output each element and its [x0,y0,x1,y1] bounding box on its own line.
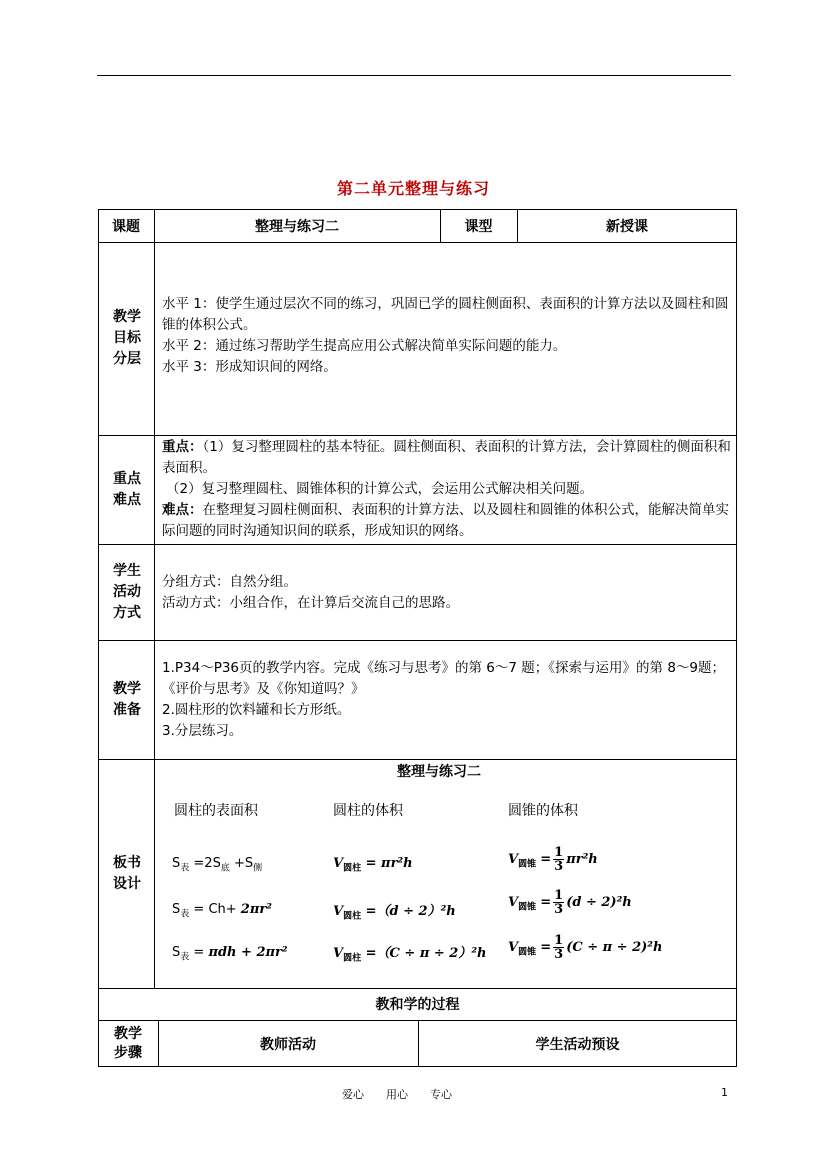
page-number: 1 [721,1086,728,1099]
key-points-content [162,437,732,542]
prep-label: 教学 准备 [113,680,141,718]
goal-level-2: 水平 2：通过练习帮助学生提高应用公式解决简单实际问题的能力。 [162,338,567,354]
key-points-label: 重点 难点 [113,470,141,508]
cylinder-volume-formula-3: $V_{圆柱} =(C \div \pi \div 2)^2h$ [333,946,487,964]
header-rule [97,75,731,76]
activity-method: 活动方式：小组合作，在计算后交流自己的思路。 [162,595,459,611]
cone-volume-formula-2: $V_{圆锥}$ = $\frac{1}{3}$ (d ÷ 2)²h [508,888,632,917]
column-divider [154,209,155,988]
board-label: 板书 设计 [113,854,141,892]
type-value: 新授课 [606,218,648,235]
difficulty-text: 在整理复习圆柱侧面积、表面积的计算方法、以及圆柱和圆锥的体积公式，能解决简单实际问题的同时沟通知识间的联系，形成知识的网络。 [162,502,729,539]
prep-item-2: 2.圆柱形的饮料罐和长方形纸。 [162,702,351,718]
footer-motto: 爱心 用心 专心 [342,1088,452,1101]
difficulty-heading: 难点： [162,502,203,518]
topic-value: 整理与练习二 [255,218,339,235]
topic-label: 课题 [112,218,140,235]
process-title: 教和学的过程 [375,997,460,1013]
board-col-surface-area: 圆柱的表面积 [174,803,258,819]
row-divider [98,544,737,545]
grouping-method: 分组方式：自然分组。 [162,574,297,590]
surface-formula-1: $S_表 =2S_底 +S_侧$ [172,856,263,874]
cylinder-volume-formula-2: $V_{圆柱} =(d \div 2)^2h$ [333,904,456,922]
row-divider [98,759,737,760]
key-point-heading: 重点： [162,439,203,455]
activity-label: 学生 活动 方式 [113,562,141,621]
document-title: 第二单元整理与练习 [336,179,490,198]
surface-formula-2: $S_表 = Ch+ 2\pi r^2$ [172,902,272,920]
steps-label: 教学 步骤 [114,1025,142,1061]
activity-content [162,572,732,614]
key-point-1: （1）复习整理圆柱的基本特征。圆柱侧面积、表面积的计算方法，会计算圆柱的侧面积和表面积。 [162,439,731,476]
row-divider [98,242,737,243]
prep-content [162,658,732,742]
board-title: 整理与练习二 [397,764,481,780]
goal-level-1: 水平 1：使学生通过层次不同的练习，巩固已学的圆柱侧面积、表面积的计算方法以及圆柱和圆锥的体积公式。 [162,296,729,333]
board-col-cone-volume: 圆锥的体积 [508,803,578,819]
cylinder-volume-formula-1: $V_{圆柱} = \pi r^2h$ [333,856,413,874]
goals-content [162,294,732,378]
teacher-activity-header: 教师活动 [260,1036,316,1053]
student-activity-header: 学生活动预设 [535,1036,620,1053]
surface-formula-3: $S_表 = \pi dh + 2\pi r^2$ [172,945,288,963]
goal-level-3: 水平 3：形成知识间的网络。 [162,359,337,375]
prep-item-3: 3.分层练习。 [162,723,243,739]
type-label: 课型 [464,218,493,235]
goals-label: 教学 目标 分层 [113,309,141,367]
prep-item-1: 1.P34～P36页的教学内容。完成《练习与思考》的第 6～7 题；《探索与运用》的第 8～9题；《评价与思考》及《你知道吗？》 [162,660,725,697]
cone-volume-formula-1: $V_{圆锥}$ = $\frac{1}{3}$ πr²h [508,845,598,874]
cone-volume-formula-3: $V_{圆锥}$ = $\frac{1}{3}$ (C ÷ π ÷ 2)²h [508,933,663,962]
board-col-cylinder-volume: 圆柱的体积 [333,803,403,819]
row-divider [98,640,737,641]
key-point-2: （2）复习整理圆柱、圆锥体积的计算公式，会运用公式解决相关问题。 [166,481,594,497]
row-divider [98,435,737,436]
